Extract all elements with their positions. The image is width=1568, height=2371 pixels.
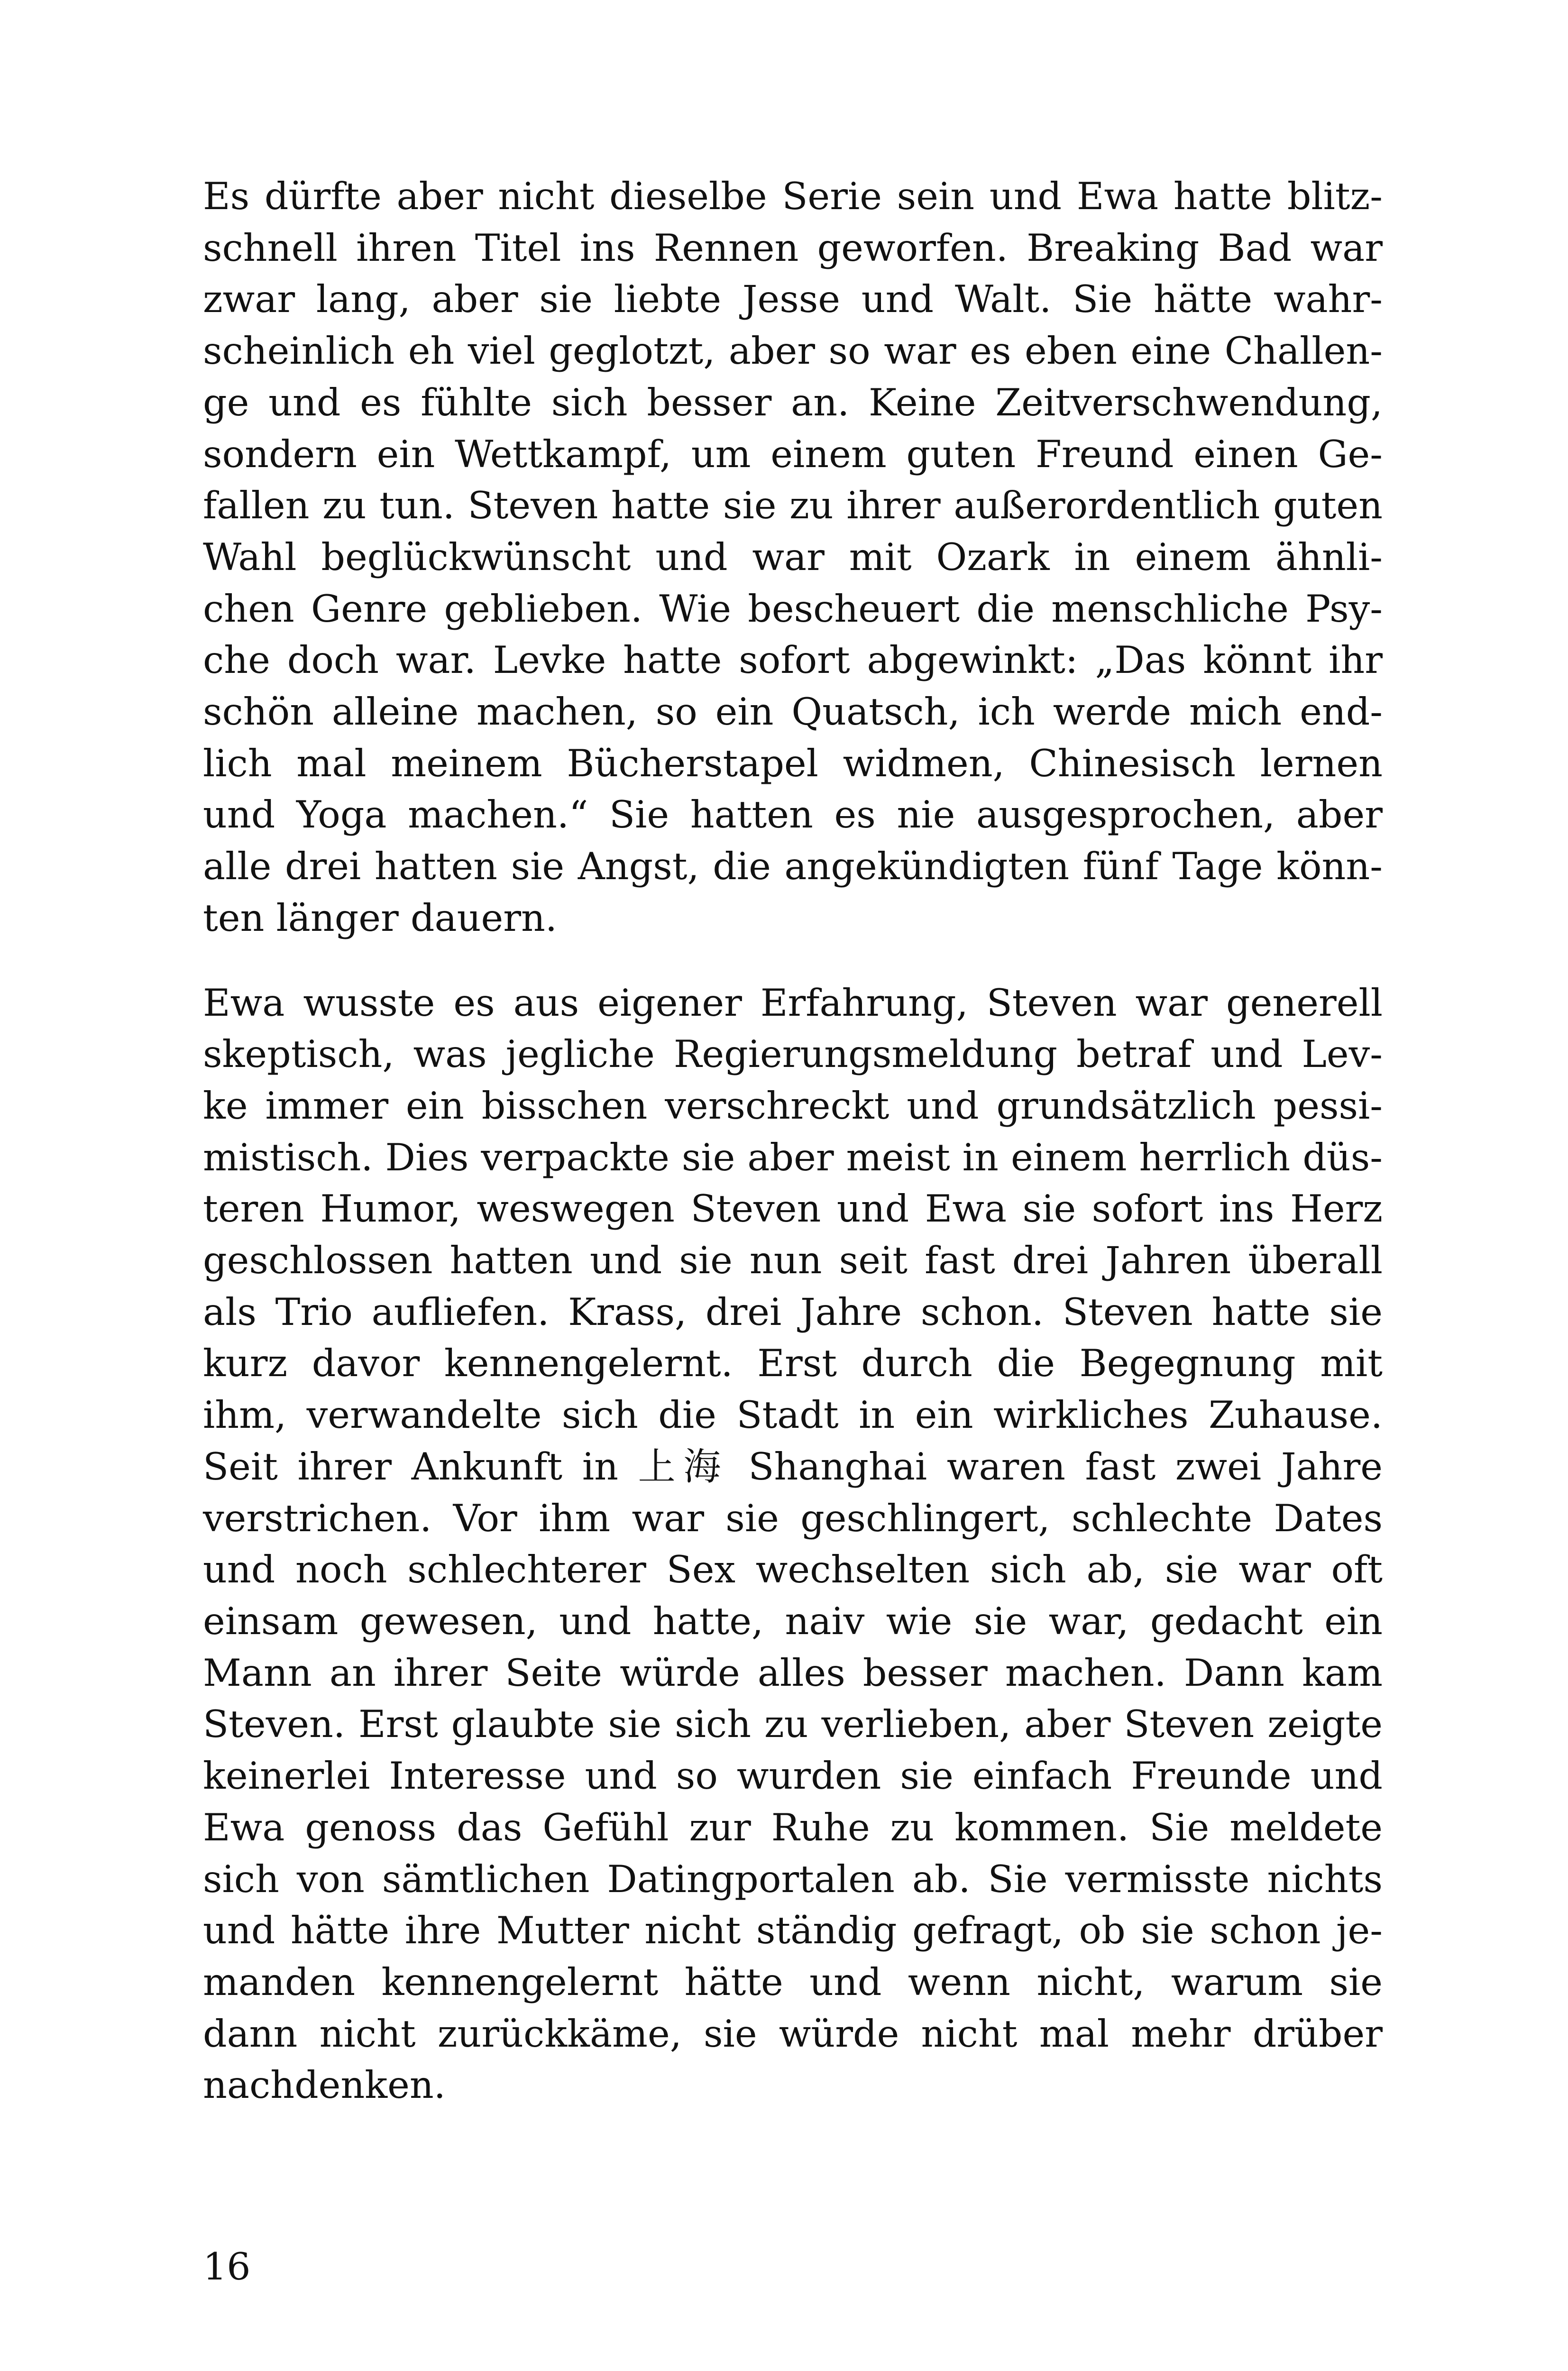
text-line: fallen zu tun. Steven hatte sie zu ihrer außerordentlich guten — [203, 484, 1383, 528]
text-line: ten länger dauern. — [203, 896, 557, 940]
text-line: ke immer ein bisschen verschreckt und grundsätzlich pessi- — [203, 1084, 1383, 1128]
paragraph-spacer — [203, 944, 1383, 977]
text-line: schnell ihren Titel ins Rennen geworfen. Breaking Bad war — [203, 226, 1383, 270]
page-number: 16 — [203, 2245, 251, 2288]
text-line: sondern ein Wettkampf, um einem guten Freund einen Ge- — [203, 432, 1383, 476]
text-line: chen Genre geblieben. Wie bescheuert die menschliche Psy- — [203, 587, 1383, 631]
text-line: verstrichen. Vor ihm war sie geschlingert, schlechte Dates — [203, 1496, 1383, 1540]
text-line: che doch war. Levke hatte sofort abgewinkt: „Das könnt ihr — [203, 638, 1383, 682]
text-line: Wahl beglückwünscht und war mit Ozark in einem ähnli- — [203, 535, 1383, 579]
text-line: und Yoga machen.“ Sie hatten es nie ausgesprochen, aber — [203, 793, 1383, 837]
text-line: einsam gewesen, und hatte, naiv wie sie war, gedacht ein — [203, 1599, 1383, 1643]
text-line: Steven. Erst glaubte sie sich zu verlieben, aber Steven zeigte — [203, 1702, 1383, 1746]
text-line: teren Humor, weswegen Steven und Ewa sie sofort ins Herz — [203, 1187, 1383, 1231]
text-line: dann nicht zurückkäme, sie würde nicht mal mehr drüber — [203, 2012, 1383, 2056]
body-text — [203, 171, 1383, 2111]
text-line: mistisch. Dies verpackte sie aber meist in einem herrlich düs- — [203, 1135, 1383, 1179]
text-line: manden kennengelernt hätte und wenn nicht, warum sie — [203, 1960, 1383, 2004]
text-line: zwar lang, aber sie liebte Jesse und Walt. Sie hätte wahr- — [203, 277, 1383, 322]
text-line: ge und es fühlte sich besser an. Keine Zeitverschwendung, — [203, 380, 1383, 424]
text-line: alle drei hatten sie Angst, die angekündigten fünf Tage könn- — [203, 845, 1383, 889]
text-line: Mann an ihrer Seite würde alles besser machen. Dann kam — [203, 1651, 1383, 1695]
text-line: nachdenken. — [203, 2063, 446, 2107]
text-line: scheinlich eh viel geglotzt, aber so war es eben eine Challen- — [203, 329, 1383, 373]
text-line: sich von sämtlichen Datingportalen ab. Sie vermisste nichts — [203, 1857, 1383, 1901]
text-line: und noch schlechterer Sex wechselten sich ab, sie war oft — [203, 1548, 1383, 1592]
text-line: kurz davor kennengelernt. Erst durch die Begegnung mit — [203, 1342, 1383, 1386]
text-line: Es dürfte aber nicht dieselbe Serie sein und Ewa hatte blitz- — [203, 175, 1383, 218]
text-line: lich mal meinem Bücherstapel widmen, Chinesisch lernen — [203, 741, 1383, 785]
text-line: geschlossen hatten und sie nun seit fast drei Jahren überall — [203, 1239, 1383, 1283]
text-line: Ewa genoss das Gefühl zur Ruhe zu kommen. Sie meldete — [203, 1805, 1383, 1849]
text-line: Ewa wusste es aus eigener Erfahrung, Steven war generell — [203, 981, 1383, 1025]
text-line: skeptisch, was jegliche Regierungsmeldung betraf und Lev- — [203, 1032, 1383, 1076]
text-line: schön alleine machen, so ein Quatsch, ich werde mich end- — [203, 690, 1383, 734]
text-line: als Trio aufliefen. Krass, drei Jahre schon. Steven hatte sie — [203, 1290, 1383, 1334]
text-line: ihm, verwandelte sich die Stadt in ein wirkliches Zuhause. — [203, 1393, 1383, 1437]
paragraph-2 — [203, 977, 1383, 2111]
text-line: und hätte ihre Mutter nicht ständig gefragt, ob sie schon je- — [203, 1909, 1383, 1953]
paragraph-1 — [203, 171, 1383, 944]
text-line: Seit ihrer Ankunft in 上海 Shanghai waren fast zwei Jahre — [203, 1444, 1383, 1489]
text-line: keinerlei Interesse und so wurden sie einfach Freunde und — [203, 1754, 1383, 1798]
